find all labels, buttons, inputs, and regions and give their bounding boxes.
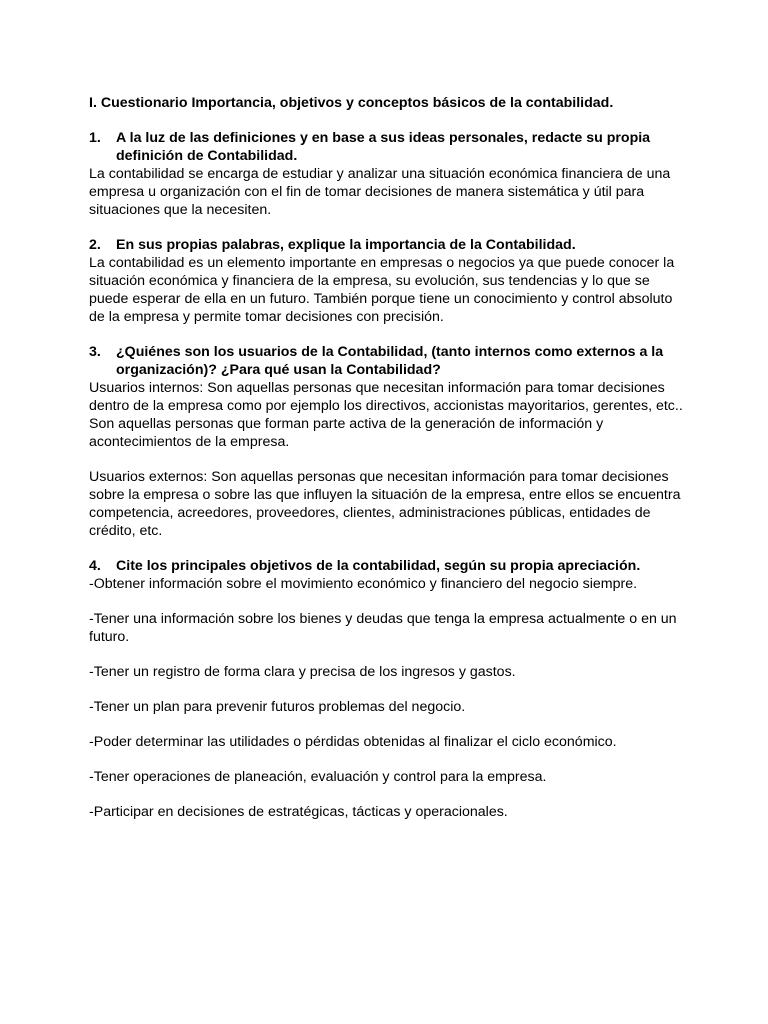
answer-2-paragraph: La contabilidad es un elemento importante en empresas o negocios ya que puede conocer la situación económica y financiera de la empresa, su evolución, sus tendencias y lo que se puede esperar de ella en un futuro. También porque tiene un conocimiento y control absoluto de la empresa y permite tomar decisiones con precisión. — [89, 255, 675, 325]
question-1 — [89, 129, 689, 165]
question-1-number: 1. — [89, 130, 101, 146]
question-4-number: 4. — [89, 558, 101, 574]
document-title: I. Cuestionario Importancia, objetivos y conceptos básicos de la contabilidad. — [89, 95, 614, 111]
objective-item: -Poder determinar las utilidades o pérdidas obtenidas al finalizar el ciclo económico. — [89, 734, 617, 750]
question-4 — [89, 557, 689, 575]
answer-3-external-users: Usuarios externos: Son aquellas personas que necesitan información para tomar decisiones sobre la empresa o sobre las que influyen la situación de la empresa, entre ellos se encuentra competencia, acreedores, proveedores, clientes, administraciones públicas, entidades de crédito, etc. — [89, 469, 681, 539]
document-body — [89, 94, 689, 838]
question-2-section — [89, 236, 689, 326]
question-1-section — [89, 129, 689, 219]
answer-1-paragraph: La contabilidad se encarga de estudiar y analizar una situación económica financiera de una empresa u organización con el fin de tomar decisiones de manera sistemática y útil para situaciones que la necesiten. — [89, 166, 671, 218]
question-3 — [89, 343, 689, 379]
objective-item: -Participar en decisiones de estratégicas, tácticas y operacionales. — [89, 804, 508, 820]
objective-item: -Tener un registro de forma clara y precisa de los ingresos y gastos. — [89, 664, 516, 680]
question-2-number: 2. — [89, 237, 101, 253]
objective-item: -Tener operaciones de planeación, evaluación y control para la empresa. — [89, 769, 547, 785]
question-3-number: 3. — [89, 344, 101, 360]
answer-3-internal-users: Usuarios internos: Son aquellas personas que necesitan información para tomar decisiones dentro de la empresa como por ejemplo los directivos, accionistas mayoritarios, gerentes, etc.. Son aquellas personas que forman parte activa de la generación de información y acontecimientos de la empresa. — [89, 380, 683, 450]
question-3-text: ¿Quiénes son los usuarios de la Contabilidad, (tanto internos como externos a la organización)? ¿Para qué usan la Contabilidad? — [116, 344, 664, 378]
question-2 — [89, 236, 689, 254]
objective-item: -Obtener información sobre el movimiento económico y financiero del negocio siempre. — [89, 576, 638, 592]
question-2-text: En sus propias palabras, explique la importancia de la Contabilidad. — [116, 237, 576, 253]
question-4-section — [89, 557, 689, 821]
question-4-text: Cite los principales objetivos de la contabilidad, según su propia apreciación. — [116, 558, 641, 574]
objective-item: -Tener un plan para prevenir futuros problemas del negocio. — [89, 699, 466, 715]
question-3-section — [89, 343, 689, 540]
question-1-text: A la luz de las definiciones y en base a sus ideas personales, redacte su propia definición de Contabilidad. — [116, 130, 651, 164]
objective-item: -Tener una información sobre los bienes y deudas que tenga la empresa actualmente o en un futuro. — [89, 611, 677, 645]
